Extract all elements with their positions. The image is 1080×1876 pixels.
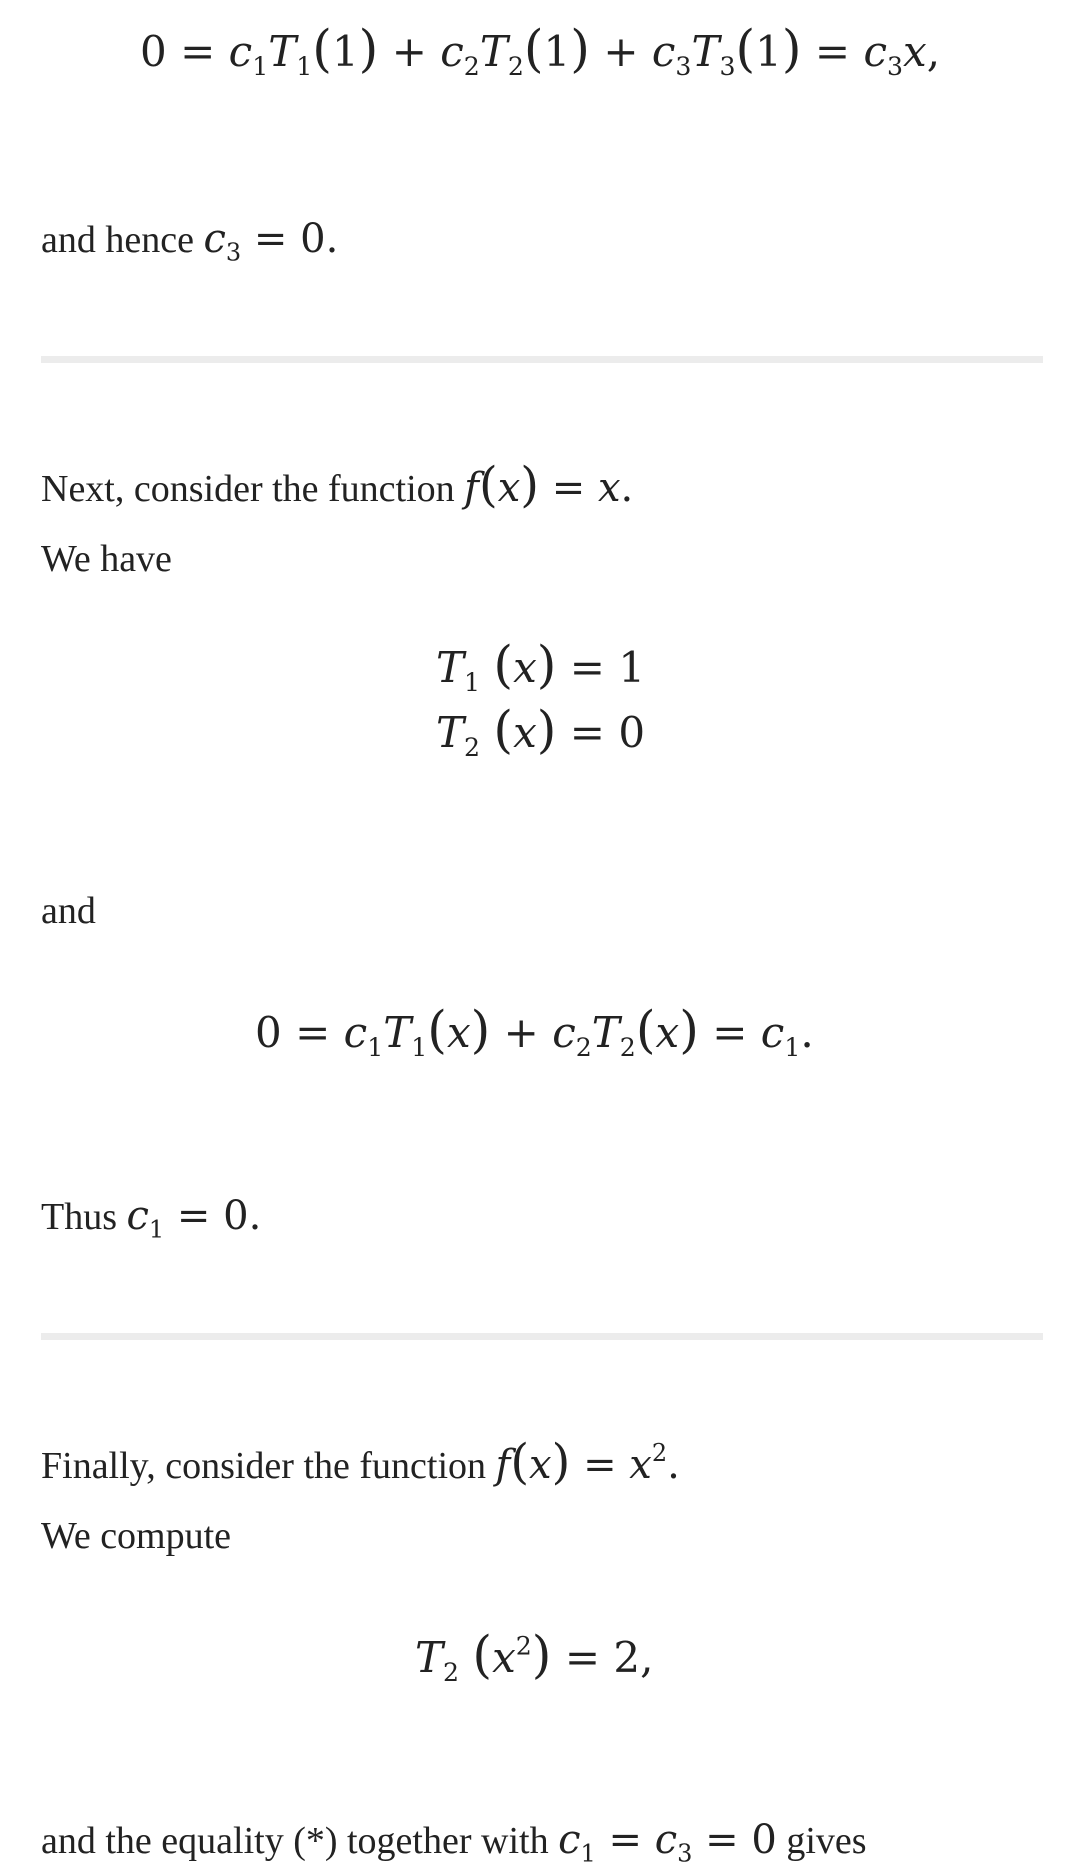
inline-math-fx-x: f(x) = x.	[464, 457, 634, 513]
equation-c3: $0 = c_1T_1(1) + c_2T_2(1) + c_3T_3(1) = c_3x$,	[140, 19, 941, 81]
inline-math-c1-zero: $c_1 = 0$.	[126, 1193, 262, 1244]
equation-t2-x-squared: $T_2$ $(x^2) = 2$,	[415, 1625, 654, 1687]
inline-math-c3-zero: $c_3 = 0$.	[203, 216, 339, 267]
paragraph-thus-text: Thus	[41, 1196, 127, 1238]
paragraph-we-have: We have	[41, 538, 172, 580]
inline-math-fx-x-squared: $f(x) = x^2$.	[495, 1434, 680, 1490]
paragraph-we-compute: We compute	[41, 1515, 232, 1557]
section-divider	[41, 356, 1043, 363]
inline-math-c1-c3-zero: $c_1 = c_3 = 0$	[558, 1817, 777, 1868]
equation-t1-x: $T_1$ (x) = 1	[436, 635, 646, 697]
paragraph-finally	[41, 1434, 680, 1490]
paragraph-last	[41, 1817, 867, 1868]
paragraph-last-gives: gives	[776, 1820, 867, 1862]
equation-t2-x: $T_2$ (x) = 0	[436, 700, 646, 762]
paragraph-next-text: Next, consider the function	[41, 468, 465, 510]
paragraph-last-text: and the equality (*) together with	[41, 1820, 559, 1862]
paragraph-next	[41, 457, 634, 513]
paragraph-and-hence-text: and hence	[41, 219, 204, 261]
paragraph-and-hence	[41, 216, 339, 267]
equation-c1: $0 = c_1T_1(x) + c_2T_2(x) = c_1$.	[255, 1000, 814, 1062]
paragraph-thus	[41, 1193, 262, 1244]
paragraph-finally-text: Finally, consider the function	[41, 1445, 496, 1487]
paragraph-and: and	[41, 890, 96, 932]
section-divider	[41, 1333, 1043, 1340]
